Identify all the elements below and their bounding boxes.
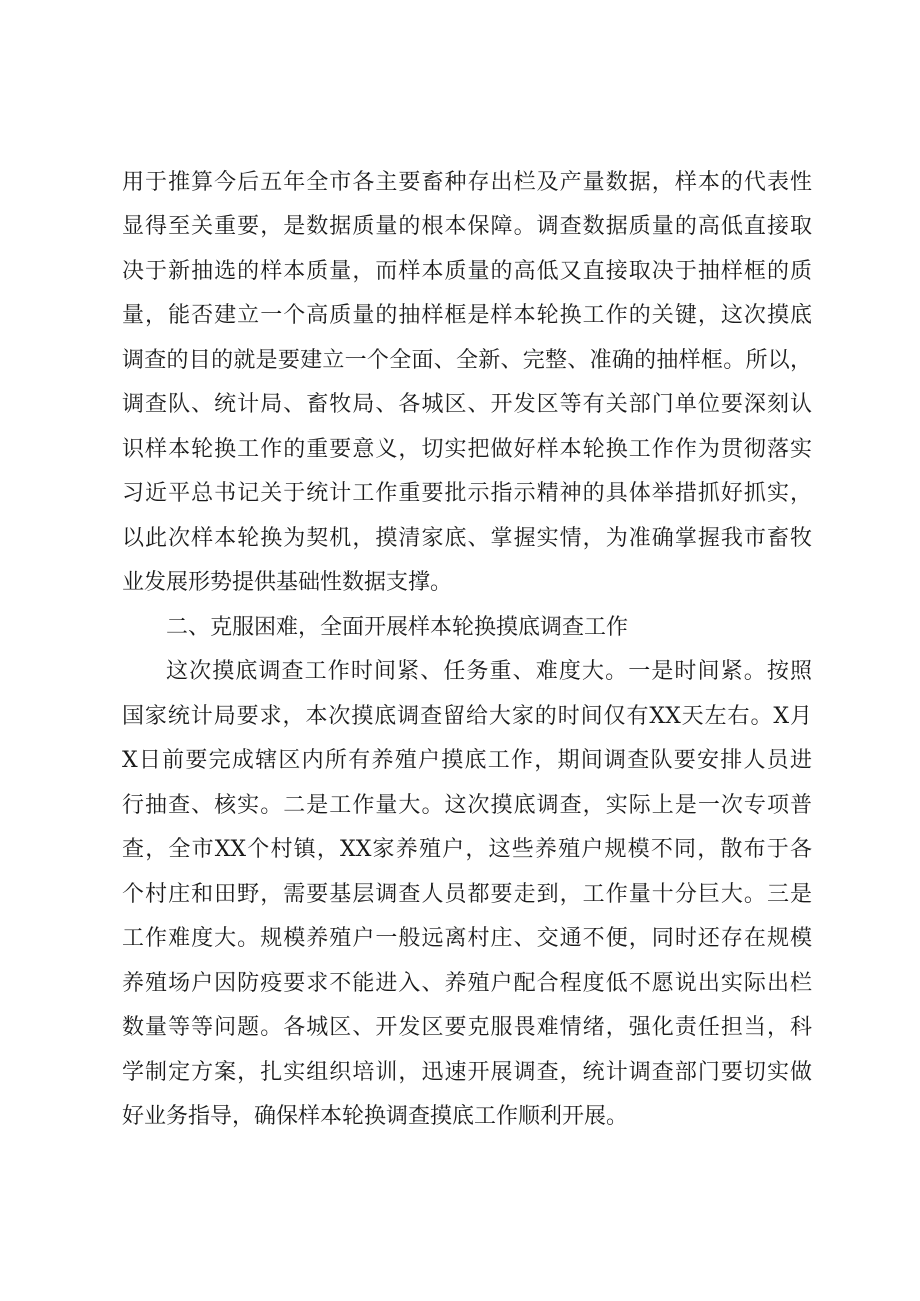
paragraph2-line-10: 学制定方案，扎实组织培训，迅速开展调查，统计调查部门要切实做 (122, 1060, 812, 1085)
paragraph2-line-11: 好业务指导，确保样本轮换调查摸底工作顺利开展。 (122, 1104, 629, 1129)
paragraph2-line-7: 工作难度大。规模养殖户一般远离村庄、交通不便，同时还存在规模 (122, 926, 812, 951)
paragraph2-line-3: X日前要完成辖区内所有养殖户摸底工作，期间调查队要安排人员进 (122, 748, 812, 773)
section-heading: 二、克服困难，全面开展样本轮换摸底调查工作 (166, 615, 629, 640)
paragraph2-line-9: 数量等等问题。各城区、开发区要克服畏难情绪，强化责任担当，科 (122, 1015, 812, 1040)
paragraph1-line-10: 业发展形势提供基础性数据支撑。 (122, 570, 453, 595)
paragraph1-line-3: 决于新抽选的样本质量，而样本质量的高低又直接取决于抽样框的质 (122, 259, 812, 284)
paragraph2-line-6: 个村庄和田野，需要基层调查人员都要走到，工作量十分巨大。三是 (122, 882, 812, 907)
paragraph2-line-2: 国家统计局要求，本次摸底调查留给大家的时间仅有XX天左右。X月 (122, 704, 812, 729)
paragraph1-line-7: 识样本轮换工作的重要意义，切实把做好样本轮换工作作为贯彻落实 (122, 437, 812, 462)
paragraph1-line-4: 量，能否建立一个高质量的抽样框是样本轮换工作的关键，这次摸底 (122, 303, 812, 328)
paragraph2-line-1: 这次摸底调查工作时间紧、任务重、难度大。一是时间紧。按照 (166, 659, 812, 684)
paragraph1-line-9: 以此次样本轮换为契机，摸清家底、掌握实情，为准确掌握我市畜牧 (122, 526, 812, 551)
paragraph1-line-2: 显得至关重要，是数据质量的根本保障。调查数据质量的高低直接取 (122, 214, 812, 239)
paragraph1-line-6: 调查队、统计局、畜牧局、各城区、开发区等有关部门单位要深刻认 (122, 392, 812, 417)
paragraph2-line-4: 行抽查、核实。二是工作量大。这次摸底调查，实际上是一次专项普 (122, 793, 812, 818)
paragraph2-line-5: 查，全市XX个村镇，XX家养殖户，这些养殖户规模不同，散布于各 (122, 837, 812, 862)
paragraph1-line-5: 调查的目的就是要建立一个全面、全新、完整、准确的抽样框。所以， (122, 348, 812, 373)
paragraph1-line-8: 习近平总书记关于统计工作重要批示指示精神的具体举措抓好抓实， (122, 481, 812, 506)
paragraph2-line-8: 养殖场户因防疫要求不能进入、养殖户配合程度低不愿说出实际出栏 (122, 971, 812, 996)
paragraph1-line-1: 用于推算今后五年全市各主要畜种存出栏及产量数据，样本的代表性 (122, 170, 812, 195)
